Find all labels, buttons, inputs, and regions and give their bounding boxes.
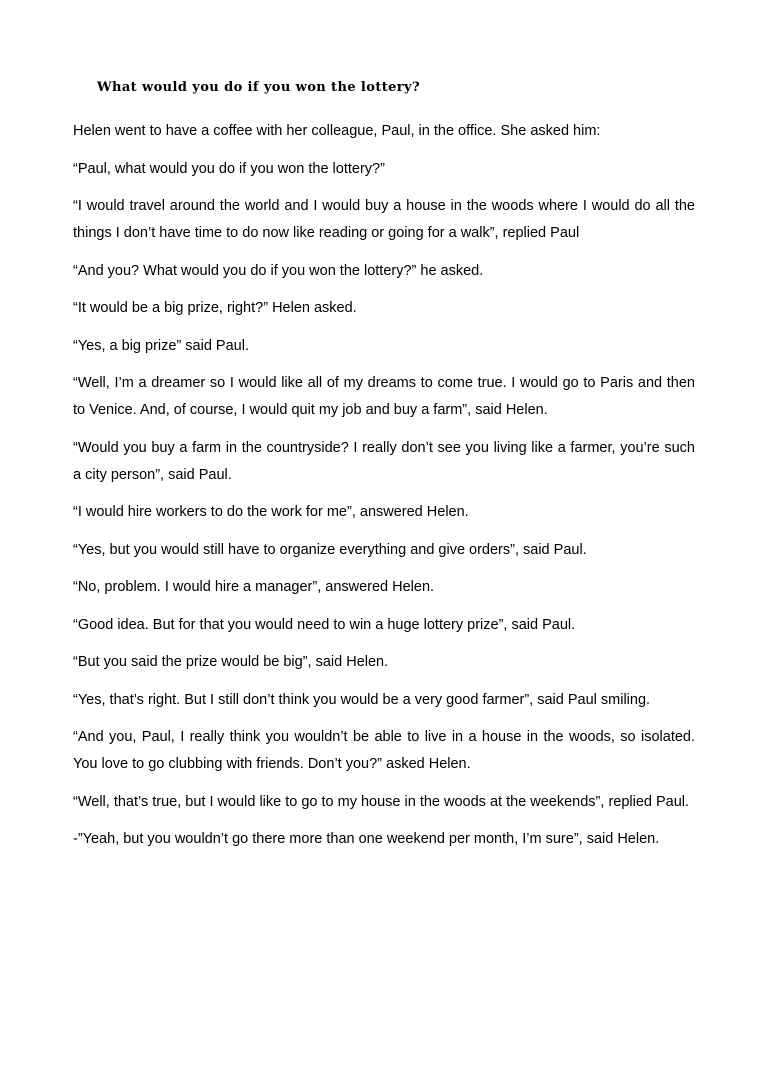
paragraph-dialogue: “It would be a big prize, right?” Helen asked.: [73, 300, 357, 316]
paragraph-dialogue: “Paul, what would you do if you won the lottery?”: [73, 160, 385, 177]
paragraph-dialogue: “Yes, that’s right. But I still don’t think you would be a very good farmer”, said Paul smiling.: [73, 691, 651, 708]
paragraph-dialogue: “Good idea. But for that you would need to win a huge lottery prize”, said Paul.: [73, 616, 576, 633]
paragraph-dialogue: “And you, Paul, I really think you wouldn’t be able to live in a house in the woods, so isolated. You love to go clubbing with friends. Don’t you?” asked Helen.: [73, 729, 695, 772]
paragraph-intro: Helen went to have a coffee with her colleague, Paul, in the office. She asked him:: [73, 123, 601, 139]
paragraph-dialogue: -”Yeah, but you wouldn’t go there more than one weekend per month, I’m sure”, said Helen.: [73, 831, 660, 847]
paragraph-dialogue: “Yes, but you would still have to organize everything and give orders”, said Paul.: [73, 541, 587, 558]
paragraph-dialogue: “Would you buy a farm in the countryside? I really don’t see you living like a farmer, you’re such a city person”, said Paul.: [73, 439, 695, 483]
paragraph-dialogue: “I would hire workers to do the work for me”, answered Helen.: [73, 504, 469, 520]
paragraph-dialogue: “Well, I’m a dreamer so I would like all of my dreams to come true. I would go to Paris and then to Venice. And, of course, I would quit my job and buy a farm”, said Helen.: [73, 375, 695, 418]
paragraph-dialogue: “And you? What would you do if you won the lottery?” he asked.: [73, 262, 484, 279]
paragraph-dialogue: “Well, that’s true, but I would like to go to my house in the woods at the weekends”, replied Paul.: [73, 793, 690, 810]
document-title: What would you do if you won the lottery?: [97, 80, 421, 95]
paragraph-dialogue: “I would travel around the world and I would buy a house in the woods where I would do all the things I don’t have time to do now like reading or going for a walk”, replied Paul: [73, 198, 695, 241]
document-body: [73, 118, 695, 864]
paragraph-dialogue: “No, problem. I would hire a manager”, answered Helen.: [73, 579, 435, 595]
paragraph-dialogue: “Yes, a big prize” said Paul.: [73, 337, 249, 354]
paragraph-dialogue: “But you said the prize would be big”, said Helen.: [73, 654, 389, 670]
